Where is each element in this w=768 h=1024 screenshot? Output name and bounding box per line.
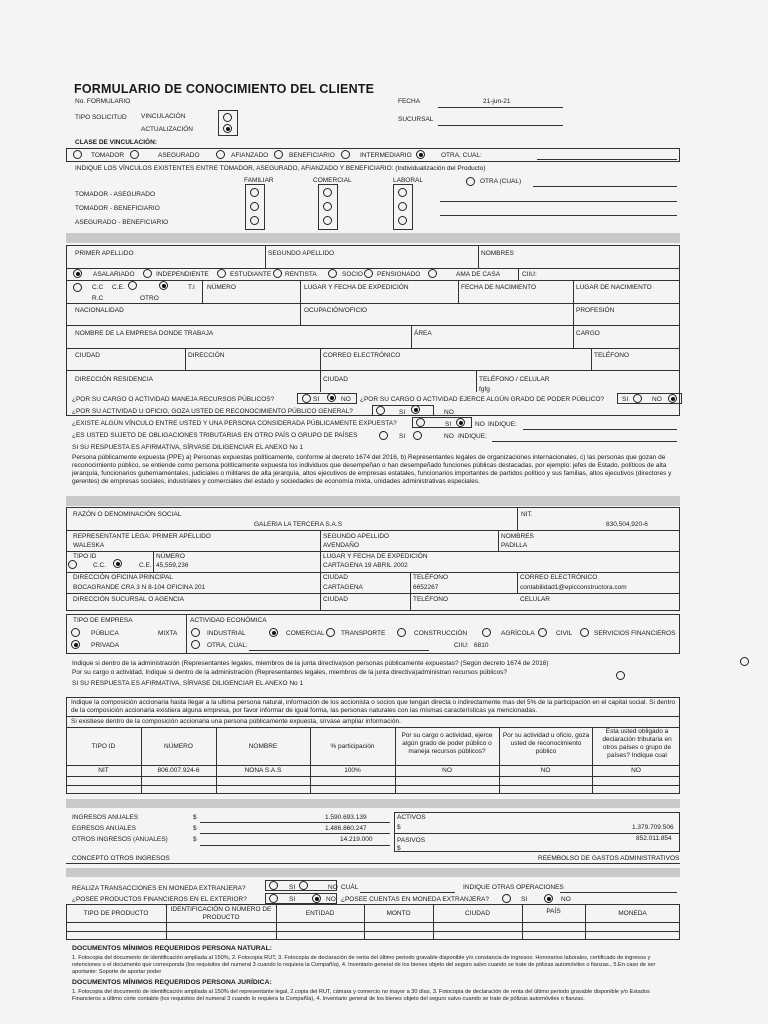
comercial-radio-1[interactable]	[323, 188, 332, 197]
lugar-exp-label: LUGAR Y FECHA DE EXPEDICIÓN	[304, 284, 409, 291]
pep-q4-no: NO	[475, 421, 485, 428]
pep-q3: ¿POR SU ACTIVIDAD U OFICIO, GOZA USTED DE RECONOCIMIENTO PÚBLICO GENERAL?	[72, 408, 353, 415]
moneda-q2-si: SI	[289, 896, 296, 903]
financieros-label: SERVICIOS FINANCIEROS	[594, 630, 676, 637]
pep-q5-indique: INDIQUE:	[458, 433, 487, 440]
acc-h7: Esta usted obligado a declaración tributaria en otros países o grupo de países? Indique cual	[602, 728, 672, 760]
acc-h4: % participación	[330, 743, 375, 750]
asegurado-label: ASEGURADO	[158, 152, 200, 159]
tipo-id-ce-radio[interactable]	[113, 559, 122, 568]
ocupacion-label: OCUPACIÓN/OFICIO	[304, 307, 368, 314]
ciiu-label: CIIU:	[522, 271, 537, 278]
rentista-label: RENTISTA	[285, 271, 317, 278]
ingresos-dollar: $	[193, 814, 197, 821]
acc-r1-numero[interactable]: 806.007.924-6	[157, 767, 200, 774]
pep-q2-no-radio[interactable]	[668, 394, 677, 403]
section-band-moneda	[66, 868, 680, 877]
pep-q3-si-radio[interactable]	[376, 406, 385, 415]
pasivos-value[interactable]: 852.011.854	[636, 835, 672, 842]
otros-dollar: $	[193, 836, 197, 843]
moneda-cual: CUÁL	[341, 884, 359, 891]
direccion-label: DIRECCIÓN	[188, 352, 225, 359]
otra-cual-radio[interactable]	[466, 177, 475, 186]
admin-l3: SI SU RESPUESTA ES AFIRMATIVA, SÍRVASE DILIGENCIAR EL ANEXO No 1	[72, 680, 304, 687]
vinculo-row-3: ASEGURADO - BENEFICIARIO	[75, 219, 169, 226]
tel-celular-value[interactable]: fgfg	[479, 386, 490, 393]
prod-h3: ENTIDAD	[305, 910, 335, 917]
tipo-solicitud-label: TIPO SOLICITUD	[75, 114, 127, 121]
otra-cual-label: OTRA, CUAL:	[441, 152, 482, 159]
agricola-label: AGRÍCOLA	[501, 630, 535, 637]
correo-jur-value[interactable]: contabilidad1@epicconstructora.com	[520, 584, 627, 591]
accionistas-intro: Indique la composición accionaria hasta llegar a la ultima persona natural, información de los accionista o socios que tengan directa o indirectamente mas del 5% de la participación en el capital social. Si dentro de la composición accionaria existiera alguna empresa, por favor informar de igual forma, las personas naturales con las mismas características ya mencionadas.	[71, 699, 676, 715]
comercial-radio-3[interactable]	[323, 216, 332, 225]
acc-r1-nombre[interactable]: NONA S.A.S	[244, 767, 282, 774]
tipo-id-ce-label: C.E.	[139, 562, 152, 569]
ce-label: C.E.	[112, 284, 125, 291]
otra-act-label: OTRA, CUAL:	[207, 642, 248, 649]
independiente-label: INDEPENDIENTE	[156, 271, 209, 278]
comercial-radio-2[interactable]	[323, 202, 332, 211]
prod-h5: CIUDAD	[465, 910, 490, 917]
section-band-persona-juridica	[66, 496, 680, 506]
no-formulario-label: No. FORMULARIO	[75, 98, 131, 105]
moneda-q1-si: SI	[289, 884, 296, 891]
nombres-label: NOMBRES	[481, 250, 514, 257]
celular-label: CELULAR	[520, 596, 550, 603]
moneda-otras: INDIQUE OTRAS OPERACIONES	[463, 884, 564, 891]
intermediario-label: INTERMEDIARIO	[360, 152, 412, 159]
acc-h6: Por su actividad u oficio, goza usted de reconocimiento público	[502, 732, 590, 756]
socio-label: SOCIO	[342, 271, 363, 278]
lugar-jur-label: LUGAR Y FECHA DE EXPEDICIÓN	[323, 553, 428, 560]
nit-label: NIT.	[521, 511, 533, 518]
acc-r1-poder[interactable]: NO	[442, 767, 452, 774]
ti-radio-placeholder[interactable]	[128, 281, 137, 290]
ciudad-label: CIUDAD	[75, 352, 100, 359]
lugar-jur-value[interactable]: CARTAGENA 19 ABRIL 2002	[323, 562, 408, 569]
seg-ap-value[interactable]: AVENDAÑO	[323, 542, 359, 549]
cc-label: C.C	[92, 284, 104, 291]
pep-q2-si-radio[interactable]	[633, 394, 642, 403]
tipo-emp-label: TIPO DE EMPRESA	[73, 617, 133, 624]
beneficiario-label: BENEFICIARIO	[289, 152, 335, 159]
asalariado-label: ASALARIADO	[93, 271, 135, 278]
razon-label: RAZÓN O DENOMINACIÓN SOCIAL	[73, 511, 182, 518]
prod-h6: PAÍS	[546, 908, 561, 915]
ingresos-value[interactable]: 1.590.693.139	[325, 814, 367, 821]
docs-nat-text: 1. Fotocopia del documento de identificación ampliada al 150%, 2. Fotocopia RUT, 3. Fotocopia de declaración de renta del último periodo gravable disponible y/o constancia de ingresos: Honorarios laborales, certificado de ingresos y retenciones o el documento que corresponda (los requisitos del numeral 3 cuando lo requiera la Compañía), 4. Inventario general de los bienes objeto del seguro salvo cuando se trate de pólizas automóviles o fianzas., 5.En caso de ser aportante: Soporte de aportar poder	[72, 955, 656, 975]
section-band-persona-natural	[66, 233, 680, 243]
pep-q1-si-radio[interactable]	[302, 394, 311, 403]
vinculacion-radio[interactable]	[223, 113, 232, 122]
razon-value[interactable]: GALERIA LA TERCERA S.A.S	[254, 521, 343, 528]
form-title: FORMULARIO DE CONOCIMIENTO DEL CLIENTE	[74, 82, 375, 96]
activos-dollar: $	[397, 824, 401, 831]
otra-act-radio[interactable]	[191, 640, 200, 649]
ciudad-jur-value[interactable]: CARTAGENA	[323, 584, 363, 591]
socio-radio[interactable]	[328, 269, 337, 278]
moneda-q3-si-radio[interactable]	[502, 894, 511, 903]
moneda-q2-si-radio[interactable]	[269, 894, 278, 903]
otros-label: OTROS INGRESOS (ANUALES)	[72, 836, 168, 843]
pep-q4-indique: INDIQUE:	[488, 421, 517, 428]
clase-vinculacion-label: CLASE DE VINCULACIÓN:	[75, 139, 157, 146]
prod-h4: MONTO	[386, 910, 411, 917]
fecha-value[interactable]: 21-jun-21	[483, 98, 511, 105]
privada-label: PRIVADA	[91, 642, 120, 649]
tel-jur-label: TELÉFONO	[413, 574, 449, 581]
ciiu-jur-value[interactable]: 6810	[474, 642, 489, 649]
ciudad-jur-label: CIUDAD	[323, 574, 348, 581]
afianzado-label: AFIANZADO	[231, 152, 269, 159]
empresa-label: NOMBRE DE LA EMPRESA DONDE TRABAJA	[75, 330, 214, 337]
publica-radio[interactable]	[71, 628, 80, 637]
pep-definicion: Persona públicamente expuesta (PPE) a) Personas expuestas políticamente, conforme al decreto 1674 del 2016, b) Representantes legales de organizaciones internacionales, c) las personas que gozan de reconocimiento público, se entiende como persona políticamente expuesta los individuos que desempeñan o han desempeñado funciones públicas destacadas, por ejemplo: jefes de Estado, políticos de alta jerarquía, funcionarios gubernamentales, judiciales o militares de alta jerarquía, altos ejecutivos de empresas estatales, funcionarios importantes de partidos político y sus familias, altos ejecutivos (directores y gerentes) de empresas sociales, industriales y comerciales del estado y sociedades de economía mixta, unidades administrativas especiales.	[72, 454, 672, 486]
rep-label: REPRESENTANTE LEGA: PRIMER APELLIDO	[73, 533, 211, 540]
pensionado-label: PENSIONADO	[377, 271, 421, 278]
familiar-radio-3[interactable]	[250, 216, 259, 225]
intermediario-radio[interactable]	[341, 150, 350, 159]
rep-value[interactable]: WALESKA	[73, 542, 105, 549]
tel-jur-value[interactable]: 6652267	[413, 584, 439, 591]
moneda-q1-no-radio[interactable]	[299, 881, 308, 890]
acc-r1-tributaria[interactable]: NO	[631, 767, 641, 774]
pep-q4-si: SI	[445, 421, 452, 428]
tel-celular-label: TELÉFONO / CELULAR	[479, 376, 550, 383]
comercial-label: COMERCIAL	[313, 177, 352, 184]
acc-r1-pct[interactable]: 100%	[344, 767, 361, 774]
prod-h2: IDENTIFICACIÓN O NÚMERO DE PRODUCTO	[170, 906, 272, 922]
agricola-radio[interactable]	[482, 628, 491, 637]
ama-casa-label: AMA DE CASA	[456, 271, 501, 278]
moneda-q2-no: NO	[326, 896, 336, 903]
tipo-id-jur-label: TIPO ID	[73, 553, 97, 560]
industrial-label: INDUSTRIAL	[207, 630, 246, 637]
telefono-label: TELÉFONO	[594, 352, 630, 359]
prod-h7: MONEDA	[618, 910, 647, 917]
numero-jur-value[interactable]: 45,559,236	[156, 562, 189, 569]
ama-casa-radio[interactable]	[428, 269, 437, 278]
nit-value[interactable]: 830,504,920-6	[606, 521, 648, 528]
tomador-label: TOMADOR	[91, 152, 125, 159]
moneda-q1-no: NO	[328, 884, 338, 891]
pep-q2-si: SI	[622, 396, 629, 403]
pep-q1-no: NO	[341, 396, 351, 403]
egresos-label: EGRESOS ANUALES	[72, 825, 136, 832]
accionistas-intro2: Si existiese dentro de la composición accionaria una persona públicamente expuesta, sírvase ampliar información.	[71, 718, 401, 725]
pep-q5-si: SI	[399, 433, 406, 440]
primer-apellido-label: PRIMER APELLIDO	[75, 250, 134, 257]
laboral-radio-1[interactable]	[398, 188, 407, 197]
pep-q3-no: NO	[444, 409, 454, 416]
moneda-q3-si: SI	[521, 896, 528, 903]
admin-l2: Por su cargo o actividad, Indique si dentro de la administración (Representantes legales, miembros de la junta directiva)administran recursos públicos?	[72, 669, 508, 676]
concepto-label: CONCEPTO OTROS INGRESOS	[72, 855, 170, 862]
comercial-act-radio[interactable]	[269, 628, 278, 637]
ciiu-jur-label: CIIU:	[454, 642, 469, 649]
pep-q1-si: SI	[313, 396, 320, 403]
dir-of-value[interactable]: BOCAGRANDE CRA 3 N 8-104 OFICINA 201	[73, 584, 206, 591]
otros-value[interactable]: 14.219.000	[340, 836, 373, 843]
tomador-radio[interactable]	[73, 150, 82, 159]
laboral-label: LABORAL	[393, 177, 423, 184]
dir-suc-label: DIRECCIÓN SUCURSAL O AGENCIA	[73, 596, 185, 603]
independiente-radio[interactable]	[143, 269, 152, 278]
correo-jur-label: CORREO ELECTRÓNICO	[520, 574, 598, 581]
pep-q4-si-radio[interactable]	[416, 418, 425, 427]
concepto-value[interactable]: REEMBOLSO DE GASTOS ADMINISTRATIVOS	[538, 855, 680, 862]
vinculo-row-2: TOMADOR - BENEFICIARIO	[75, 205, 160, 212]
nombres-jur-label: NOMBRES	[501, 533, 534, 540]
activos-pasivos-box	[394, 812, 680, 852]
comercial-act-label: COMERCIAL	[286, 630, 325, 637]
pep-q1-no-radio[interactable]	[327, 393, 336, 402]
moneda-q2-no-radio[interactable]	[312, 894, 321, 903]
vinculos-indique: INDIQUE LOS VÍNCULOS EXISTENTES ENTRE TOMADOR, ASEGURADO, AFIANZADO Y BENEFICIARIO: (Individualización del Producto)	[75, 165, 486, 172]
pensionado-radio[interactable]	[364, 269, 373, 278]
seg-ap-label: SEGUNDO APELLIDO	[323, 533, 390, 540]
moneda-q3-no-radio[interactable]	[544, 894, 553, 903]
industrial-radio[interactable]	[191, 628, 200, 637]
rc-label: R.C	[92, 295, 104, 302]
profesion-label: PROFESIÓN	[576, 307, 615, 314]
moneda-q3: ¿POSEE CUENTAS EN MONEDA EXTRANJERA?	[341, 896, 489, 903]
pep-q5-no-radio[interactable]	[413, 431, 422, 440]
dir-residencia-label: DIRECCIÓN RESIDENCIA	[75, 376, 154, 383]
moneda-q2: ¿POSEE PRODUCTOS FINANCIEROS EN EL EXTERIOR?	[72, 896, 247, 903]
activos-label: ACTIVOS	[397, 814, 426, 821]
fecha-nac-label: FECHA DE NACIMIENTO	[461, 284, 537, 291]
ciudad-residencia-label: CIUDAD	[323, 376, 348, 383]
egresos-dollar: $	[193, 825, 197, 832]
ciudad-suc-label: CIUDAD	[323, 596, 348, 603]
laboral-radio-2[interactable]	[398, 202, 407, 211]
tel-suc-label: TELÉFONO	[413, 596, 449, 603]
moneda-q3-no: NO	[561, 896, 571, 903]
asegurado-radio[interactable]	[130, 150, 139, 159]
tipo-id-cc-label: C.C.	[93, 562, 106, 569]
mixta-label: MIXTA	[158, 630, 178, 637]
sucursal-label: SUCURSAL	[398, 116, 434, 123]
moneda-q1: REALIZA TRANSACCIONES EN MONEDA EXTRANJERA?	[72, 885, 246, 892]
pep-q4-no-radio[interactable]	[456, 418, 465, 427]
prod-h1: TIPO DE PRODUCTO	[83, 910, 149, 917]
actualizacion-label: ACTUALIZACIÓN	[141, 126, 194, 133]
admin-l1: Indique si dentro de la administración (Representantes legales, miembros de la junta directiva)son personas públicamente expuestas? (Según decreto 1674 de 2016)	[72, 660, 549, 667]
familiar-radio-2[interactable]	[250, 202, 259, 211]
cargo-label: CARGO	[576, 330, 600, 337]
acc-h1: TIPO ID	[91, 743, 116, 750]
transporte-radio[interactable]	[326, 628, 335, 637]
civil-radio[interactable]	[538, 628, 547, 637]
pep-q3-si: SI	[399, 409, 406, 416]
docs-nat-title: DOCUMENTOS MÍNIMOS REQUERIDOS PERSONA NATURAL:	[72, 945, 273, 952]
pep-q3-no-radio[interactable]	[411, 405, 420, 414]
correo-label: CORREO ELECTRÓNICO	[323, 352, 401, 359]
asalariado-radio[interactable]	[73, 269, 82, 278]
cc-radio[interactable]	[73, 283, 82, 292]
rentista-radio[interactable]	[273, 269, 282, 278]
section-band-financiera	[66, 799, 680, 808]
civil-label: CIVIL	[556, 630, 573, 637]
pasivos-label: PASIVOS	[397, 837, 426, 844]
afianzado-radio[interactable]	[216, 150, 225, 159]
acc-r1-reconocimiento[interactable]: NO	[540, 767, 551, 774]
area-label: ÁREA	[414, 330, 432, 337]
pep-q5-no: NO	[444, 433, 454, 440]
numero-jur-label: NÚMERO	[156, 553, 185, 560]
acc-h3: NOMBRE	[248, 743, 278, 750]
pep-q2-no: NO	[652, 396, 662, 403]
construccion-label: CONSTRUCCIÓN	[414, 630, 468, 637]
docs-jur-title: DOCUMENTOS MÍNIMOS REQUERIDOS PERSONA JURÍDICA:	[72, 979, 272, 986]
acc-h5: Por su cargo o actividad, ejerce algún grado de poder público o maneja recursos públicos?	[401, 732, 493, 756]
fecha-label: FECHA	[398, 98, 421, 105]
acc-h2: NÚMERO	[164, 743, 193, 750]
vinculo-row-1: TOMADOR - ASEGURADO	[75, 191, 156, 198]
tipo-id-cc-radio[interactable]	[68, 560, 77, 569]
estudiante-radio[interactable]	[217, 269, 226, 278]
actividad-label: ACTIVIDAD ECONÓMICA	[190, 617, 267, 624]
nacionalidad-label: NACIONALIDAD	[75, 307, 124, 314]
transporte-label: TRANSPORTE	[341, 630, 386, 637]
ingresos-label: INGRESOS ANUALES	[72, 814, 139, 821]
beneficiario-radio[interactable]	[274, 150, 283, 159]
familiar-radio-1[interactable]	[250, 188, 259, 197]
admin-l1-radio[interactable]	[740, 657, 749, 666]
pep-q5: ¿ES USTED SUJETO DE OBLIGACIONES TRIBUTARIAS EN OTRO PAÍS O GRUPO DE PAÍSES	[72, 432, 358, 439]
dir-of-label: DIRECCIÓN OFICINA PRINCIPAL	[73, 574, 173, 581]
activos-value[interactable]: 1.379.709.506	[632, 824, 674, 831]
ce-radio[interactable]	[159, 281, 168, 290]
acc-r1-tipo[interactable]: NIT	[98, 767, 109, 774]
lugar-nac-label: LUGAR DE NACIMIENTO	[576, 284, 652, 291]
actualizacion-radio[interactable]	[223, 124, 232, 133]
estudiante-label: ESTUDIANTE	[230, 271, 272, 278]
ti-label: T.I	[188, 284, 195, 291]
otra-radio[interactable]	[416, 150, 425, 159]
pep-q4: ¿EXISTE ALGÚN VÍNCULO ENTRE USTED Y UNA PERSONA CONSIDERADA PÚBLICAMENTE EXPUESTA?	[72, 420, 397, 427]
financieros-radio[interactable]	[580, 628, 589, 637]
construccion-radio[interactable]	[397, 628, 406, 637]
numero-label: NÚMERO	[207, 284, 236, 291]
familiar-label: FAMILIAR	[244, 177, 274, 184]
docs-jur-text: 1. Fotocopia del documento de identificación ampliada al 150% del representante legal, 2.copia del RUT, cámara y comercio no mayor a 30 días, 3. Fotocopia de declaración de renta del último periodo gravable disponible y/o Estados Financieros a último corte contable (los requisitos del numeral 3 cuando lo requiera la Compañía), 4. Inventario general de los bienes objeto del seguro salvo cuando se trate de pólizas automóviles o fianzas.	[72, 989, 650, 1002]
pep-q5-si-radio[interactable]	[379, 431, 388, 440]
egresos-value[interactable]: 1.486.860.247	[325, 825, 367, 832]
laboral-radio-3[interactable]	[398, 216, 407, 225]
nombres-jur-value[interactable]: PADILLA	[501, 542, 528, 549]
pep-q2: ¿POR SU CARGO O ACTIVIDAD EJERCE ALGÚN GRADO DE PODER PÚBLICO?	[360, 396, 605, 403]
moneda-q1-si-radio[interactable]	[269, 881, 278, 890]
privada-radio[interactable]	[71, 640, 80, 649]
vinculacion-label: VINCULACIÓN	[141, 113, 186, 120]
publica-label: PÚBLICA	[91, 630, 119, 637]
segundo-apellido-label: SEGUNDO APELLIDO	[268, 250, 335, 257]
otra-cual-vinculo-label: OTRA (CUAL)	[480, 178, 522, 185]
pasivos-dollar: $	[397, 845, 401, 852]
pep-anexo: SI SU RESPUESTA ES AFIRMATIVA, SÍRVASE DILIGENCIAR EL ANEXO No 1	[72, 444, 304, 451]
pep-q1: ¿POR SU CARGO O ACTIVIDAD MANEJA RECURSOS PÚBLICOS?	[72, 396, 275, 403]
otro-label: OTRO	[140, 295, 159, 302]
admin-l2-radio[interactable]	[616, 671, 625, 680]
